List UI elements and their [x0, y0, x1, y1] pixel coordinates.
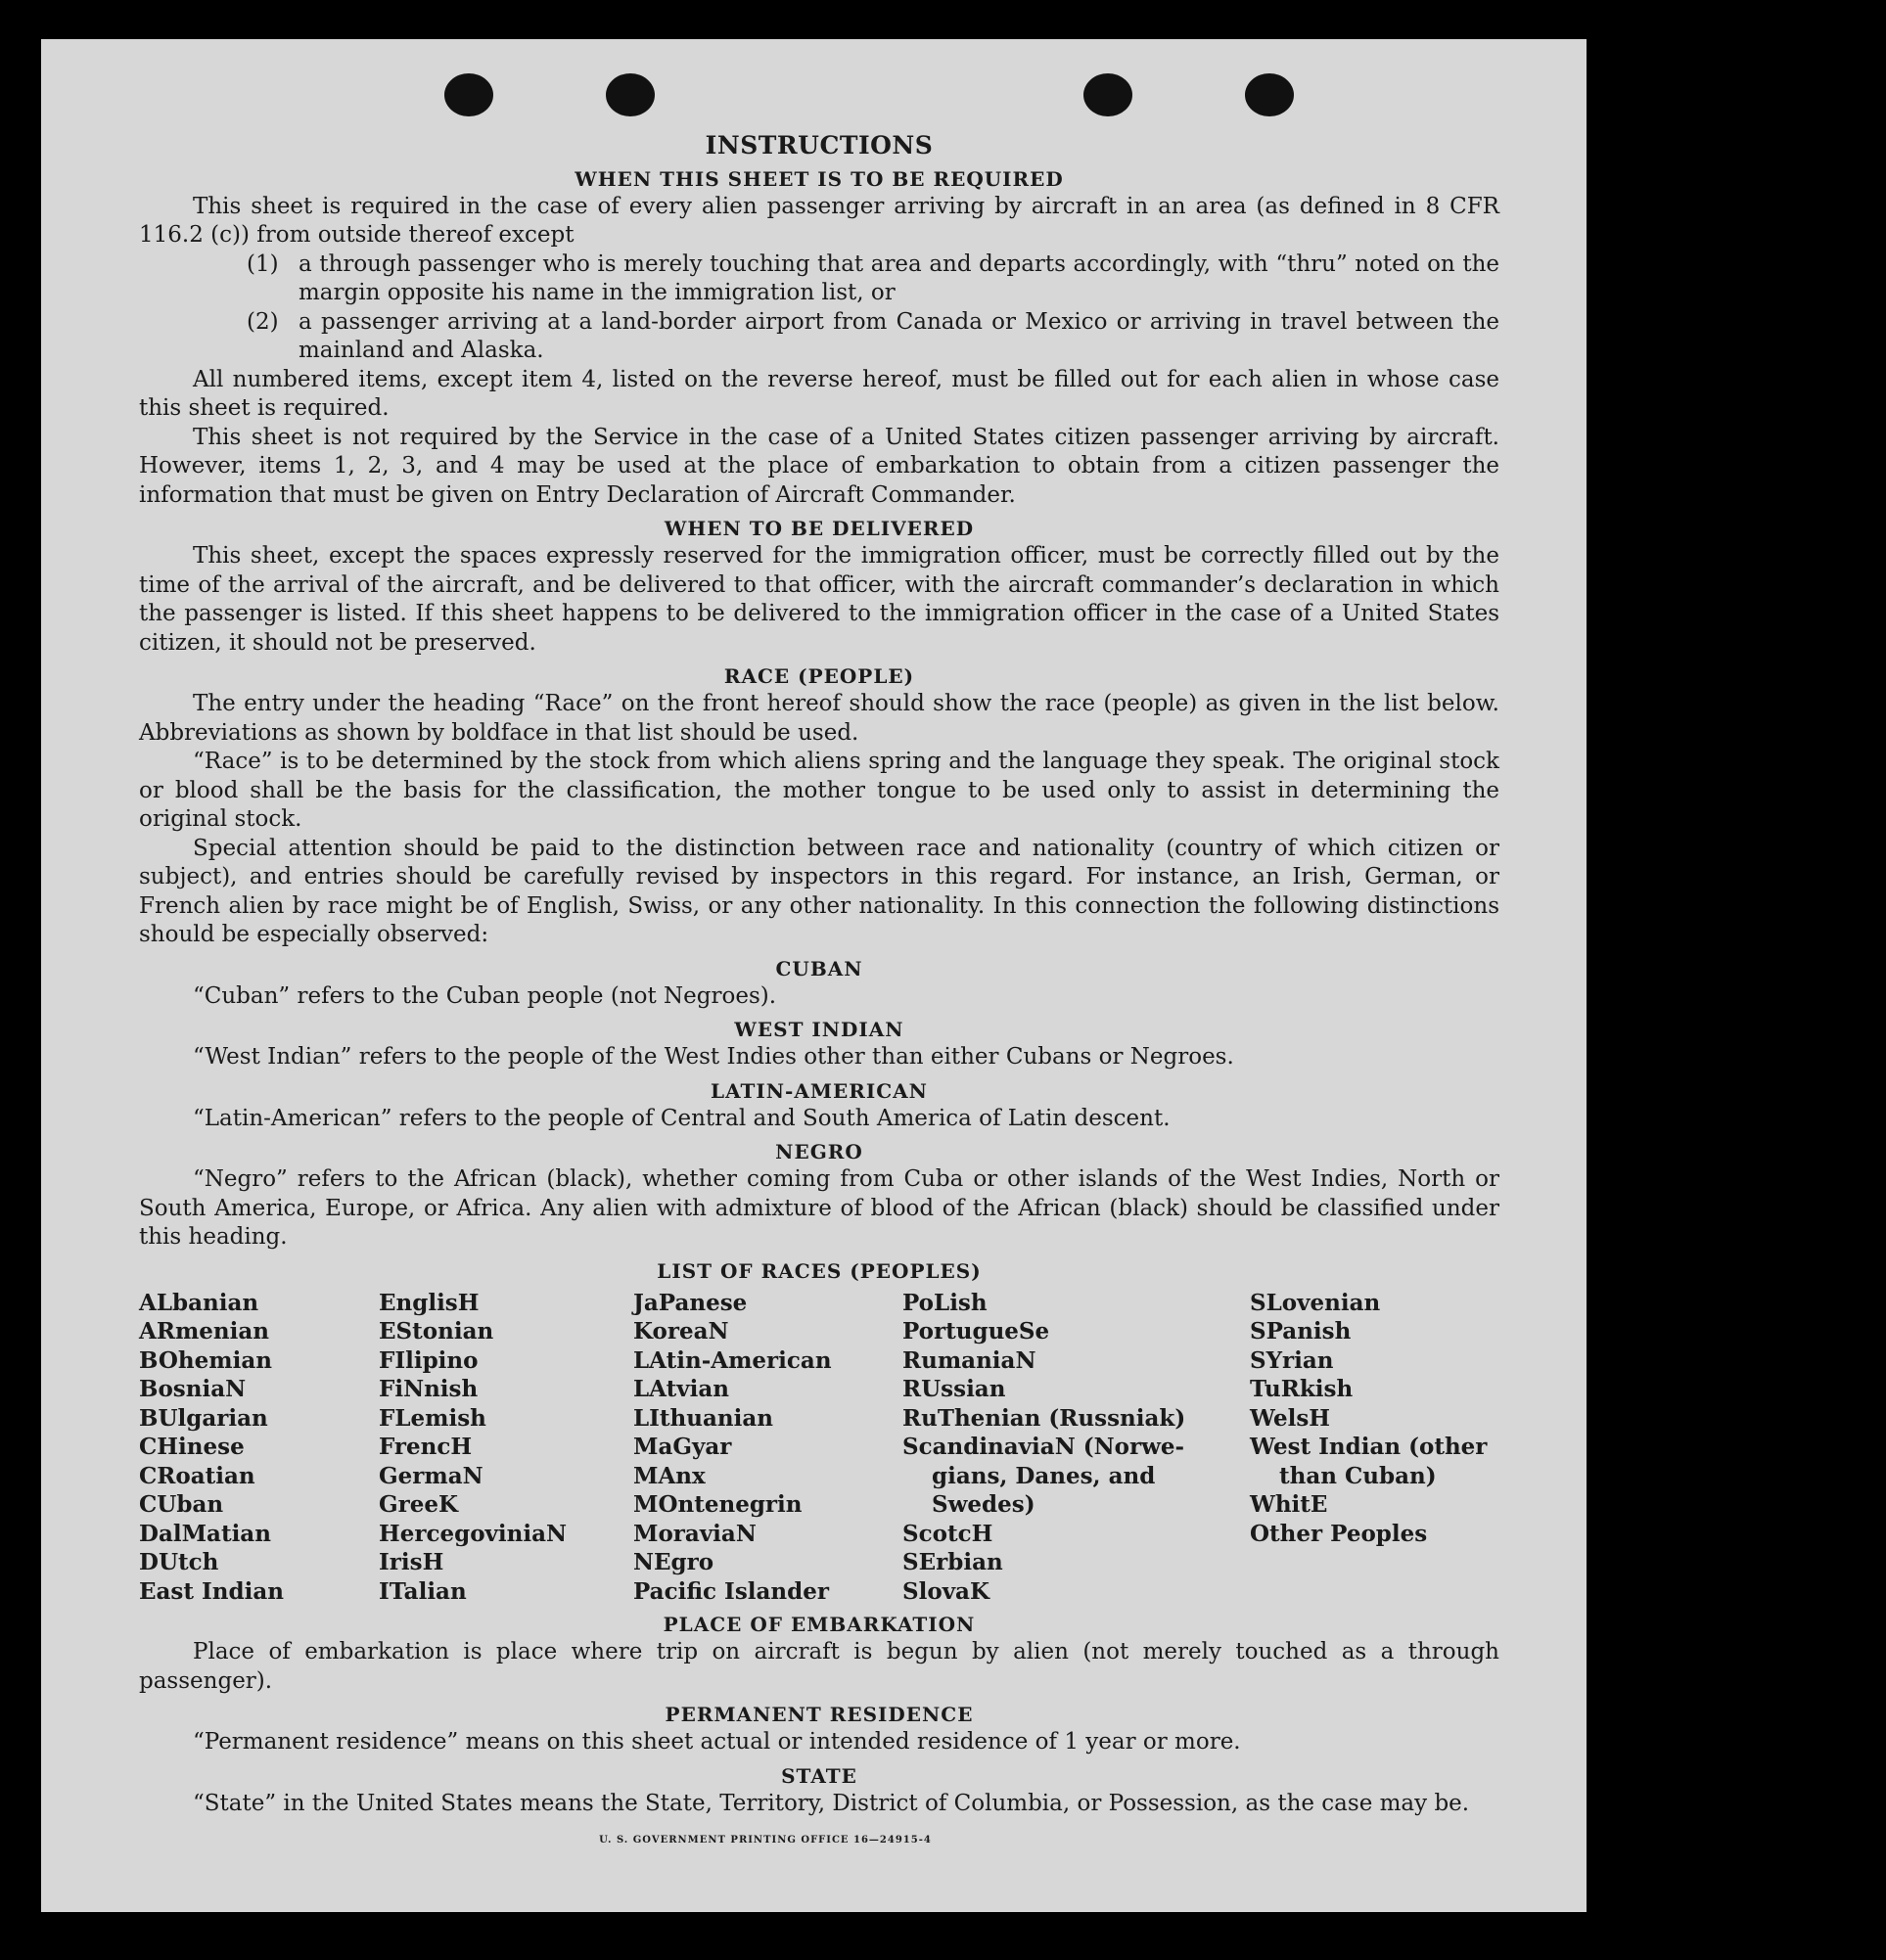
race-item: KoreaN	[633, 1318, 729, 1345]
paragraph: The entry under the heading “Race” on the front hereof should show the race (people) as given in the list below. Abbreviations as shown by boldface in that list should be used.	[139, 691, 1499, 746]
paragraph: “Cuban” refers to the Cuban people (not Negroes).	[193, 982, 777, 1009]
race-item: RUssian	[902, 1376, 1006, 1402]
race-item: WhitE	[1250, 1491, 1328, 1518]
race-item: EStonian	[379, 1318, 494, 1345]
race-item: LIthuanian	[633, 1404, 773, 1432]
section-heading-state: STATE	[781, 1763, 857, 1788]
race-item: LAtvian	[633, 1376, 729, 1402]
race-item: ALbanian	[139, 1289, 259, 1316]
race-item: SPanish	[1250, 1318, 1352, 1345]
race-item: RuThenian (Russniak)	[902, 1404, 1186, 1432]
section-heading-cuban: CUBAN	[775, 956, 863, 980]
section-heading-negro: NEGRO	[775, 1140, 863, 1163]
section-heading-races-list: LIST OF RACES (PEOPLES)	[657, 1258, 982, 1283]
races-list	[139, 1289, 1499, 1607]
section-heading-latin-american: LATIN-AMERICAN	[711, 1078, 928, 1103]
paragraph: All numbered items, except item 4, listed on the reverse hereof, must be filled out for each alien in whose case this sheet is required.	[139, 366, 1499, 421]
races-column	[139, 1289, 379, 1607]
race-item: TuRkish	[1250, 1376, 1354, 1402]
paragraph: “Latin-American” refers to the people of Central and South America of Latin descent.	[193, 1105, 1171, 1131]
race-item: NEgro	[633, 1549, 714, 1575]
races-column	[379, 1289, 633, 1607]
punch-hole	[1083, 73, 1132, 116]
race-item: HercegoviniaN	[379, 1520, 568, 1547]
paragraph: This sheet, except the spaces expressly reserved for the immigration officer, must be correctly filled out by the time of the arrival of the aircraft, and be delivered to that officer, with the aircraft commander’s declaration in which the passenger is listed. If this sheet happens to be delivered to the immigration officer in the case of a United States citizen, it should not be preserved.	[139, 543, 1499, 656]
section-heading-west-indian: WEST INDIAN	[734, 1018, 904, 1041]
race-item: DUtch	[139, 1549, 219, 1575]
numbered-item	[247, 308, 1499, 366]
race-item: EnglisH	[379, 1289, 480, 1316]
document-page	[41, 39, 1587, 1912]
race-item: MaGyar	[633, 1434, 732, 1460]
race-item: Other Peoples	[1250, 1520, 1428, 1547]
race-item: SLovenian	[1250, 1289, 1381, 1316]
races-column	[902, 1289, 1250, 1607]
race-item: GermaN	[379, 1462, 483, 1489]
race-item: East Indian	[139, 1577, 284, 1605]
race-item: MAnx	[633, 1462, 706, 1489]
race-item: CHinese	[139, 1434, 245, 1460]
instructions-content	[139, 131, 1499, 1855]
paragraph: “Negro” refers to the African (black), whether coming from Cuba or other islands of the West Indies, North or South America, Europe, or Africa. Any alien with admixture of blood of the African (black) should be classified under this heading.	[139, 1166, 1499, 1250]
race-item: West Indian (other	[1250, 1434, 1488, 1460]
race-item: DalMatian	[139, 1520, 271, 1547]
race-item: MOntenegrin	[633, 1491, 803, 1518]
paragraph: This sheet is not required by the Service in the case of a United States citizen passenger arriving by aircraft. However, items 1, 2, 3, and 4 may be used at the place of embarkation to obtain from a citizen passenger the information that must be given on Entry Declaration of Aircraft Commander.	[139, 424, 1499, 508]
race-item: CRoatian	[139, 1462, 255, 1489]
race-item: ScotcH	[902, 1520, 993, 1547]
paragraph: Place of embarkation is place where trip on aircraft is begun by alien (not merely touched as a through passenger).	[139, 1639, 1499, 1694]
race-item-continuation: gians, Danes, and	[932, 1462, 1156, 1489]
race-item: PortugueSe	[902, 1318, 1050, 1345]
race-item: GreeK	[379, 1491, 459, 1518]
race-item: MoraviaN	[633, 1520, 757, 1547]
race-item: BosniaN	[139, 1376, 247, 1402]
race-item: BUlgarian	[139, 1404, 268, 1432]
race-item: PoLish	[902, 1289, 988, 1316]
race-item: ARmenian	[139, 1318, 270, 1345]
printer-imprint: U. S. GOVERNMENT PRINTING OFFICE 16—24915-4	[599, 1835, 932, 1846]
punch-hole	[444, 73, 493, 116]
section-heading-required: WHEN THIS SHEET IS TO BE REQUIRED	[575, 166, 1064, 191]
races-column	[1250, 1289, 1495, 1607]
item-text: a passenger arriving at a land-border airport from Canada or Mexico or arriving in travel between the mainland and Alaska.	[299, 308, 1499, 363]
race-item: FiNnish	[379, 1376, 479, 1402]
race-item: BOhemian	[139, 1346, 272, 1374]
race-item: JaPanese	[633, 1289, 748, 1316]
numbered-item	[247, 251, 1499, 308]
race-item: FLemish	[379, 1404, 486, 1432]
race-item: SErbian	[902, 1549, 1003, 1575]
punch-hole	[606, 73, 655, 116]
race-item: ITalian	[379, 1577, 467, 1605]
paragraph: Special attention should be paid to the distinction between race and nationality (country of which citizen or subject), and entries should be carefully revised by inspectors in this regard. For instance, an Irish, German, or French alien by race might be of English, Swiss, or any other nationality. In this connection the following distinctions should be especially observed:	[139, 835, 1499, 947]
item-number: (2)	[247, 308, 279, 335]
item-number: (1)	[247, 251, 279, 277]
race-item: IrisH	[379, 1549, 444, 1575]
races-column	[633, 1289, 902, 1607]
race-item: WelsH	[1250, 1404, 1331, 1432]
section-heading-embarkation: PLACE OF EMBARKATION	[663, 1613, 976, 1636]
race-item: SlovaK	[902, 1577, 989, 1605]
paragraph: “West Indian” refers to the people of the West Indies other than either Cubans or Negroes.	[193, 1044, 1234, 1070]
item-text: a through passenger who is merely touching that area and departs accordingly, with “thru” noted on the margin opposite his name in the immigration list, or	[299, 251, 1499, 305]
punch-hole	[1245, 73, 1294, 116]
race-item: CUban	[139, 1491, 224, 1518]
paragraph: This sheet is required in the case of every alien passenger arriving by aircraft in an area (as defined in 8 CFR 116.2 (c)) from outside thereof except	[139, 193, 1499, 248]
race-item: FIlipino	[379, 1346, 479, 1374]
paragraph: “Race” is to be determined by the stock from which aliens spring and the language they speak. The original stock or blood shall be the basis for the classification, the mother tongue to be used only to assist in determining the original stock.	[139, 749, 1499, 832]
paragraph: “Permanent residence” means on this sheet actual or intended residence of 1 year or more.	[193, 1729, 1241, 1755]
page-title: INSTRUCTIONS	[705, 131, 934, 160]
section-heading-race: RACE (PEOPLE)	[723, 664, 915, 688]
race-item: FrencH	[379, 1434, 473, 1460]
race-item: LAtin-American	[633, 1346, 832, 1374]
race-item: SYrian	[1250, 1346, 1334, 1374]
section-heading-delivered: WHEN TO BE DELIVERED	[664, 517, 975, 540]
race-item-continuation: Swedes)	[932, 1491, 1035, 1518]
race-item: ScandinaviaN (Norwe-	[902, 1434, 1185, 1460]
paragraph: “State” in the United States means the State, Territory, District of Columbia, or Possession, as the case may be.	[193, 1790, 1470, 1816]
race-item-continuation: than Cuban)	[1279, 1462, 1437, 1489]
race-item: Pacific Islander	[633, 1577, 829, 1605]
section-heading-residence: PERMANENT RESIDENCE	[665, 1703, 974, 1726]
race-item: RumaniaN	[902, 1346, 1036, 1374]
